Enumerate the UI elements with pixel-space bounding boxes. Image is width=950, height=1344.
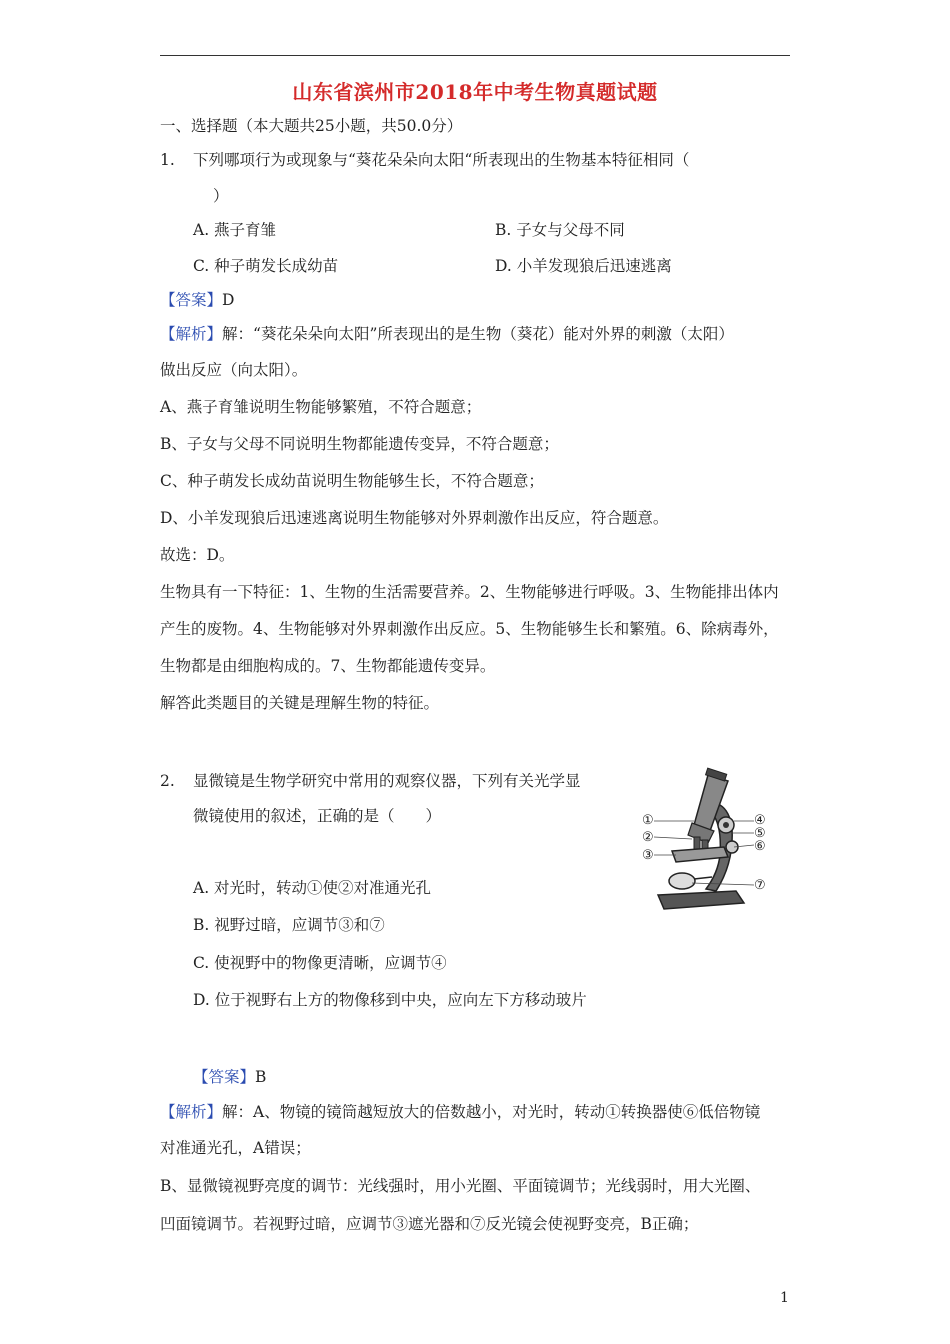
q1-analysis-text: 解：“葵花朵朵向太阳”所表现出的是生物（葵花）能对外界的刺激（太阳） — [222, 325, 734, 343]
q1-answer-value: D — [222, 291, 235, 309]
q2-option-d: D. 位于视野右上方的物像移到中央，应向左下方移动玻片 — [193, 991, 587, 1009]
q1-analysis-line9: 产生的废物。4、生物能够对外界刺激作出反应。5、生物能够生长和繁殖。6、除病毒外， — [160, 620, 779, 638]
section-heading: 一、选择题（本大题共25小题，共50.0分） — [160, 117, 463, 135]
q1-option-d: D. 小羊发现狼后迅速逃离 — [495, 257, 672, 275]
q1-analysis-line10: 生物都是由细胞构成的。7、生物都能遗传变异。 — [160, 657, 496, 675]
q1-analysis-line1 — [160, 324, 734, 344]
diagram-label-1: ① — [642, 813, 654, 828]
diagram-label-5: ⑤ — [754, 826, 766, 841]
q1-analysis-line2: 做出反应（向太阳）。 — [160, 361, 308, 379]
q2-answer-value: B — [255, 1068, 267, 1086]
q1-analysis-tag: 【解析】 — [160, 325, 223, 343]
page-number: 1 — [780, 1290, 789, 1306]
diagram-label-6: ⑥ — [754, 839, 766, 854]
q2-analysis-tag: 【解析】 — [160, 1103, 223, 1121]
diagram-label-3: ③ — [642, 848, 654, 863]
q1-stem-line2: ） — [213, 187, 229, 205]
q2-answer — [193, 1067, 266, 1087]
q1-analysis-line3: A、燕子育雏说明生物能够繁殖，不符合题意； — [160, 398, 482, 416]
q1-answer — [160, 290, 234, 310]
diagram-label-4: ④ — [754, 813, 766, 828]
q1-analysis-line5: C、种子萌发长成幼苗说明生物能够生长，不符合题意； — [160, 472, 544, 490]
q2-stem-line1: 显微镜是生物学研究中常用的观察仪器，下列有关光学显 — [193, 772, 581, 790]
q1-option-c: C. 种子萌发长成幼苗 — [193, 257, 339, 275]
q2-option-b: B. 视野过暗，应调节③和⑦ — [193, 916, 385, 934]
q2-analysis-line1 — [160, 1102, 760, 1122]
q1-option-b: B. 子女与父母不同 — [495, 221, 625, 239]
q1-analysis-line8: 生物具有一下特征：1、生物的生活需要营养。2、生物能够进行呼吸。3、生物能排出体内 — [160, 583, 779, 601]
header-rule — [160, 55, 790, 56]
q2-number: 2. — [160, 772, 175, 790]
q1-stem-line1: 下列哪项行为或现象与“葵花朵朵向太阳“所表现出的生物基本特征相同（ — [193, 151, 690, 169]
microscope-diagram — [636, 767, 776, 917]
q1-analysis-line7: 故选：D。 — [160, 546, 235, 564]
q1-analysis-line4: B、子女与父母不同说明生物都能遗传变异，不符合题意； — [160, 435, 559, 453]
q2-analysis-text: 解：A、物镜的镜筒越短放大的倍数越小，对光时，转动①转换器使⑥低倍物镜 — [222, 1103, 761, 1121]
q1-number: 1. — [160, 151, 175, 169]
q1-option-a: A. 燕子育雏 — [193, 221, 277, 239]
q2-option-a: A. 对光时，转动①使②对准通光孔 — [193, 879, 432, 897]
q2-answer-tag: 【答案】 — [193, 1068, 256, 1086]
diagram-label-7: ⑦ — [754, 878, 766, 893]
q1-analysis-line6: D、小羊发现狼后迅速逃离说明生物能够对外界刺激作出反应，符合题意。 — [160, 509, 669, 527]
q2-analysis-line4: 凹面镜调节。若视野过暗，应调节③遮光器和⑦反光镜会使视野变亮，B正确； — [160, 1215, 699, 1233]
q2-analysis-line3: B、显微镜视野亮度的调节：光线强时，用小光圈、平面镜调节；光线弱时，用大光圈、 — [160, 1177, 761, 1195]
q1-answer-tag: 【答案】 — [160, 291, 223, 309]
document-title: 山东省滨州市2018年中考生物真题试题 — [292, 80, 658, 104]
q2-analysis-line2: 对准通光孔，A错误； — [160, 1139, 311, 1157]
q2-stem-line2: 微镜使用的叙述，正确的是（ ） — [193, 807, 442, 825]
diagram-label-2: ② — [642, 830, 654, 845]
q2-option-c: C. 使视野中的物像更清晰，应调节④ — [193, 954, 447, 972]
q1-analysis-line11: 解答此类题目的关键是理解生物的特征。 — [160, 694, 440, 712]
